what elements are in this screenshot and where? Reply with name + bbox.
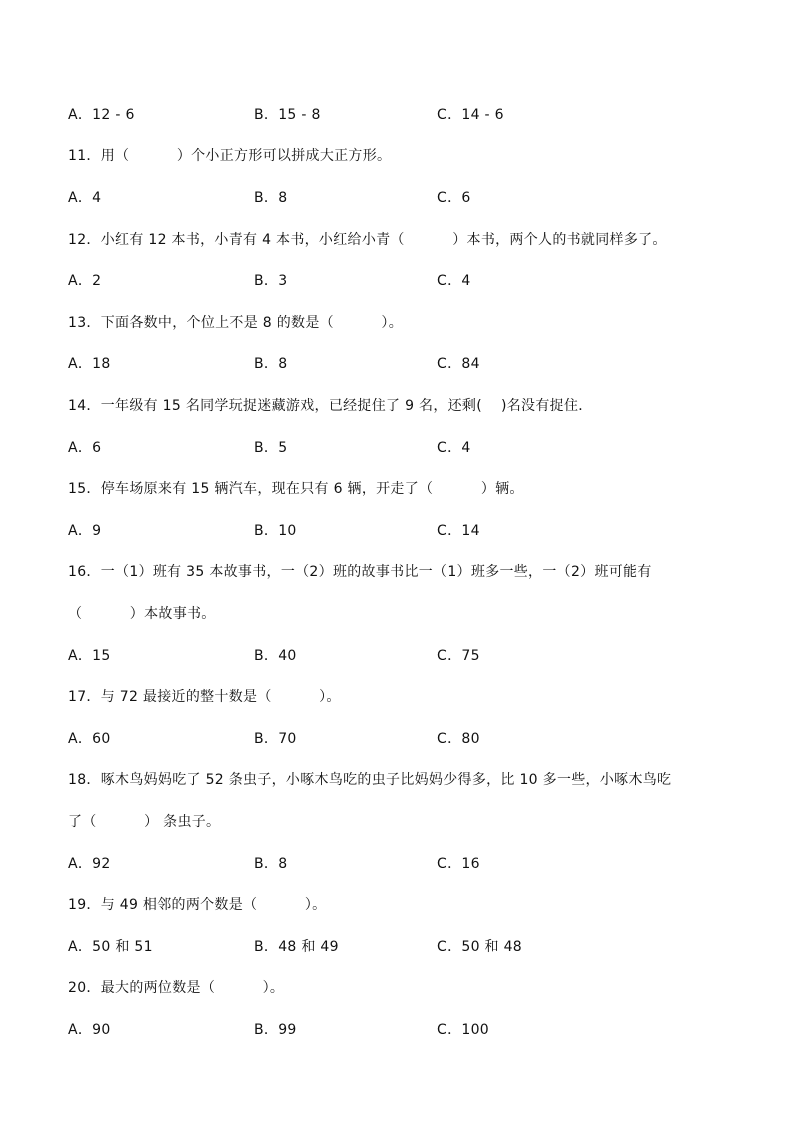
q18-question-line2: 了（ ） 条虫子。	[68, 814, 221, 830]
q13-option-b[interactable]: B．8	[254, 356, 288, 372]
q14-option-c[interactable]: C．4	[437, 440, 471, 456]
q20-options	[68, 1020, 728, 1040]
q19-option-a[interactable]: A．50 和 51	[68, 939, 153, 955]
q13-options	[68, 354, 728, 374]
q16-options	[68, 646, 728, 666]
q19-question: 19．与 49 相邻的两个数是（ ）。	[68, 897, 327, 913]
q15-question: 15．停车场原来有 15 辆汽车，现在只有 6 辆，开走了（ ）辆。	[68, 481, 524, 497]
q10-option-c[interactable]: C．14 - 6	[437, 107, 504, 123]
q12-question: 12．小红有 12 本书，小青有 4 本书，小红给小青（ ）本书，两个人的书就同样多了。	[68, 232, 667, 248]
q16-option-b[interactable]: B．40	[254, 648, 297, 664]
q16-option-c[interactable]: C．75	[437, 648, 480, 664]
q16-question-line2: （ ）本故事书。	[68, 606, 216, 622]
q15-options	[68, 521, 728, 541]
q20-option-c[interactable]: C．100	[437, 1022, 489, 1038]
q12-option-c[interactable]: C．4	[437, 273, 471, 289]
q12-option-b[interactable]: B．3	[254, 273, 288, 289]
q15-option-a[interactable]: A．9	[68, 523, 102, 539]
q17-option-c[interactable]: C．80	[437, 731, 480, 747]
q19-options	[68, 937, 728, 957]
q20-option-a[interactable]: A．90	[68, 1022, 111, 1038]
q13-question: 13．下面各数中，个位上不是 8 的数是（ ）。	[68, 315, 404, 331]
q11-question: 11．用（ ）个小正方形可以拼成大正方形。	[68, 148, 392, 164]
q17-question: 17．与 72 最接近的整十数是（ ）。	[68, 689, 341, 705]
q17-option-a[interactable]: A．60	[68, 731, 111, 747]
q11-option-c[interactable]: C．6	[437, 190, 471, 206]
q18-option-b[interactable]: B．8	[254, 856, 288, 872]
q18-option-c[interactable]: C．16	[437, 856, 480, 872]
q19-option-b[interactable]: B．48 和 49	[254, 939, 339, 955]
q10-option-a[interactable]: A．12 - 6	[68, 107, 135, 123]
q19-option-c[interactable]: C．50 和 48	[437, 939, 523, 955]
q15-option-c[interactable]: C．14	[437, 523, 480, 539]
q11-option-b[interactable]: B．8	[254, 190, 288, 206]
q12-option-a[interactable]: A．2	[68, 273, 102, 289]
q10-option-b[interactable]: B．15 - 8	[254, 107, 321, 123]
q14-options	[68, 438, 728, 458]
q20-option-b[interactable]: B．99	[254, 1022, 297, 1038]
q15-option-b[interactable]: B．10	[254, 523, 297, 539]
q20-question: 20．最大的两位数是（ ）。	[68, 980, 285, 996]
q18-options	[68, 854, 728, 874]
q11-options	[68, 188, 728, 208]
q12-options	[68, 271, 728, 291]
q14-option-a[interactable]: A．6	[68, 440, 102, 456]
q18-option-a[interactable]: A．92	[68, 856, 111, 872]
q16-question-line1: 16．一（1）班有 35 本故事书，一（2）班的故事书比一（1）班多一些，一（2）班可能有	[68, 564, 652, 580]
q11-option-a[interactable]: A．4	[68, 190, 102, 206]
q14-question: 14．一年级有 15 名同学玩捉迷藏游戏，已经捉住了 9 名，还剩( )名没有捉住．	[68, 398, 593, 414]
q13-option-c[interactable]: C．84	[437, 356, 480, 372]
q13-option-a[interactable]: A．18	[68, 356, 111, 372]
q17-option-b[interactable]: B．70	[254, 731, 297, 747]
q18-question-line1: 18．啄木鸟妈妈吃了 52 条虫子，小啄木鸟吃的虫子比妈妈少得多，比 10 多一些，小啄木鸟吃	[68, 772, 672, 788]
q10-options	[68, 105, 728, 125]
q17-options	[68, 729, 728, 749]
q14-option-b[interactable]: B．5	[254, 440, 288, 456]
q16-option-a[interactable]: A．15	[68, 648, 111, 664]
